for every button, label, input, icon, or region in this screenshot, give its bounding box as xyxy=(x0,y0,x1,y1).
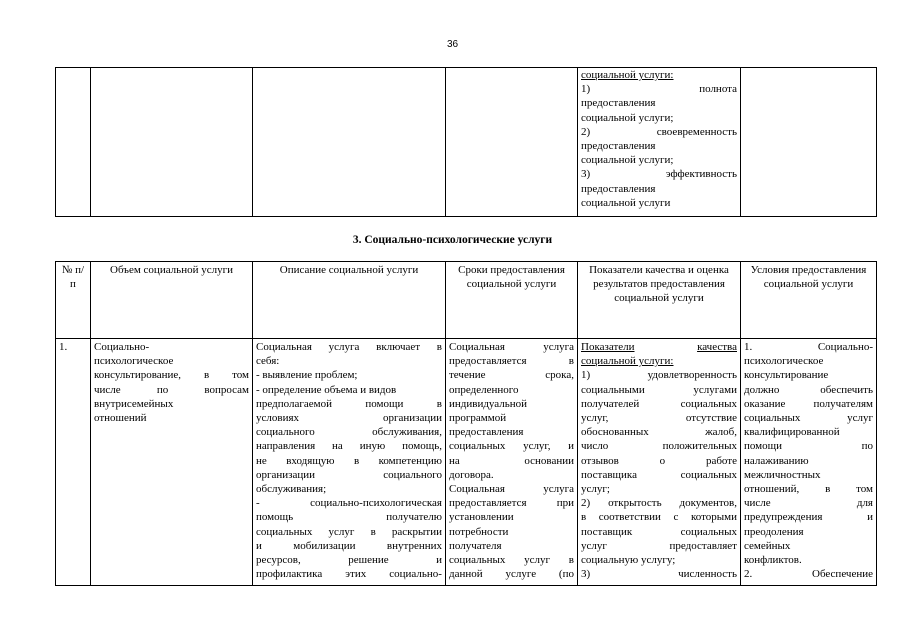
cell-line: предоставления xyxy=(449,426,524,439)
word: удовлетворенность xyxy=(647,369,737,382)
word: услугами xyxy=(693,383,737,396)
cell-line xyxy=(581,539,737,553)
word: в xyxy=(353,454,360,467)
cell-line xyxy=(256,567,442,581)
cell-line: установлении xyxy=(449,511,514,524)
cell-line xyxy=(581,411,737,425)
cell-line: - определение объема и видов xyxy=(256,383,397,396)
word: 3) xyxy=(581,168,591,181)
cell-line xyxy=(581,383,737,397)
cell-line: психологическое xyxy=(94,355,174,368)
word: которыми xyxy=(690,511,737,524)
word: 2) xyxy=(581,497,591,510)
cell-line: психологическое xyxy=(744,355,824,368)
cell-line: преодоления xyxy=(744,525,804,538)
cont-cell-description xyxy=(253,68,446,217)
word: 3) xyxy=(581,568,591,581)
cell-line: договора. xyxy=(449,468,494,481)
word: мобилизации xyxy=(293,539,356,552)
word: соответствии xyxy=(598,511,661,524)
word: качества xyxy=(697,341,737,353)
word: консультирование, xyxy=(94,369,182,382)
header-terms: Сроки предоставления социальной услуги xyxy=(446,262,578,339)
cell-line xyxy=(256,468,442,482)
word: работе xyxy=(705,454,737,467)
word: предоставляет xyxy=(669,539,737,552)
cell-line xyxy=(449,439,574,453)
cell-line xyxy=(744,510,873,524)
word: при xyxy=(556,497,574,510)
word: внутренних xyxy=(386,539,442,552)
word: предупреждения xyxy=(744,511,823,524)
word: социальных xyxy=(744,412,801,425)
word: - xyxy=(256,497,260,510)
word: условиях xyxy=(256,412,300,425)
cell-line xyxy=(744,411,873,425)
word: решение xyxy=(348,554,389,567)
word: в xyxy=(581,511,587,524)
word: социально- xyxy=(389,568,442,581)
cell-line xyxy=(256,439,442,453)
word: положительных xyxy=(662,440,737,453)
word: услуга xyxy=(328,341,360,353)
cell-line: предоставления xyxy=(581,182,656,195)
word: этих xyxy=(345,568,367,581)
word: и xyxy=(568,440,574,453)
word: услуге xyxy=(505,568,537,581)
cell-line xyxy=(744,383,873,397)
cell-line xyxy=(581,567,737,581)
word: (по xyxy=(558,568,574,581)
word: данной xyxy=(449,568,483,581)
word: организации xyxy=(382,412,442,425)
word: по xyxy=(156,383,169,396)
word: организации xyxy=(256,468,316,481)
word: отсутствие xyxy=(685,412,737,425)
cell-line xyxy=(449,454,574,468)
word: предоставляется xyxy=(449,355,527,368)
cell-line: предоставления xyxy=(581,97,656,110)
cell-line xyxy=(581,439,737,453)
cell-line xyxy=(94,383,249,397)
word: Социальная xyxy=(449,341,505,353)
word: социального xyxy=(256,426,315,439)
word: предоставляется xyxy=(449,497,527,510)
word: не xyxy=(256,454,267,467)
word: социального xyxy=(383,468,442,481)
word: 1) xyxy=(581,369,591,382)
cell-line: социальной услуги xyxy=(581,196,671,209)
word: с xyxy=(673,511,679,524)
cell-line: социальной услуги: xyxy=(581,69,674,81)
cell-line xyxy=(449,496,574,510)
cell-line xyxy=(744,496,873,510)
cell-line xyxy=(256,454,442,468)
cell-line xyxy=(581,125,737,139)
word: оказание xyxy=(744,397,786,410)
word: социально-психологическая xyxy=(310,497,442,510)
cell-line: внутрисемейных xyxy=(94,397,174,410)
cell-line xyxy=(581,397,737,411)
word: на xyxy=(449,454,460,467)
word: и xyxy=(256,539,262,552)
word: Социальная xyxy=(449,483,505,496)
word: обслуживания, xyxy=(372,426,442,439)
word: социальных xyxy=(680,525,737,538)
word: числе xyxy=(744,497,771,510)
word: для xyxy=(856,497,873,510)
cell-line: социальной услуги: xyxy=(581,355,674,368)
cell-line xyxy=(581,496,737,510)
word: обеспечить xyxy=(820,383,873,396)
cell-line: социальной услуги; xyxy=(581,111,674,124)
cell-line xyxy=(744,567,873,581)
cell-line xyxy=(256,340,442,354)
word: предполагаемой xyxy=(256,397,332,410)
cell-line xyxy=(449,553,574,567)
cell-line xyxy=(581,454,737,468)
cell-line: социальной услуги; xyxy=(581,154,674,167)
cell-line: программой xyxy=(449,412,507,425)
word: социальных xyxy=(449,440,506,453)
word: социальными xyxy=(581,383,645,396)
word: социальных xyxy=(680,397,737,410)
word: 1. xyxy=(744,341,753,353)
word: и xyxy=(867,511,873,524)
section-title: 3. Социально-психологические услуги xyxy=(352,234,553,246)
word: услуга xyxy=(543,483,574,496)
cell-line xyxy=(94,368,249,382)
header-volume: Объем социальной услуги xyxy=(91,262,253,339)
word: Показатели xyxy=(581,341,635,353)
cell-line xyxy=(744,397,873,411)
table-row xyxy=(56,339,877,586)
word: в xyxy=(436,341,442,353)
cell-line: обслуживания; xyxy=(256,483,327,496)
word: получателям xyxy=(813,397,873,410)
word: услуг xyxy=(328,525,355,538)
word: в xyxy=(568,554,574,567)
word: в xyxy=(436,397,442,410)
word: и xyxy=(436,554,442,567)
cell-line xyxy=(581,167,737,181)
word: услуга xyxy=(543,341,574,353)
cell-line: - выявление проблем; xyxy=(256,369,358,382)
cell-line: квалифицированной xyxy=(744,426,840,439)
cont-cell-terms xyxy=(446,68,578,217)
cell-line xyxy=(256,425,442,439)
page-number: 36 xyxy=(446,39,459,50)
header-quality: Показатели качества и оценка результатов предоставления социальной услуги xyxy=(578,262,741,339)
word: 2. xyxy=(744,568,753,581)
cell-line xyxy=(449,567,574,581)
word: срока, xyxy=(545,369,574,382)
cell-line xyxy=(581,525,737,539)
word: в xyxy=(825,483,831,496)
cell-line: социальную услугу; xyxy=(581,554,676,567)
word: должно xyxy=(744,383,780,396)
cell-line xyxy=(449,340,574,354)
row1-conditions xyxy=(741,339,877,586)
word: поставщик xyxy=(581,525,633,538)
continuation-table xyxy=(55,67,877,217)
word: основании xyxy=(524,454,574,467)
cont-cell-conditions xyxy=(741,68,877,217)
word: эффективность xyxy=(665,168,737,181)
row1-description xyxy=(253,339,446,586)
word: отношений, xyxy=(744,483,800,496)
word: раскрытии xyxy=(391,525,442,538)
word: помощи xyxy=(744,440,782,453)
word: услуг xyxy=(524,554,551,567)
word: течение xyxy=(449,369,486,382)
cell-line xyxy=(256,553,442,567)
cell-line xyxy=(449,368,574,382)
cell-line xyxy=(256,525,442,539)
cell-line xyxy=(256,496,442,510)
word: том xyxy=(232,369,249,382)
word: Социальная xyxy=(256,341,312,353)
cell-line xyxy=(744,439,873,453)
word: обоснованных xyxy=(581,426,649,439)
row1-terms xyxy=(446,339,578,586)
cont-cell-volume xyxy=(91,68,253,217)
word: численность xyxy=(678,568,737,581)
cell-line: налаживанию xyxy=(744,454,809,467)
cell-line xyxy=(449,354,574,368)
cell-line xyxy=(581,340,737,354)
cell-line xyxy=(256,539,442,553)
cell-line: определенного xyxy=(449,383,519,396)
word: поставщика xyxy=(581,468,637,481)
word: компетенцию xyxy=(378,454,442,467)
word: социальных xyxy=(680,468,737,481)
cell-line xyxy=(581,368,737,382)
services-table xyxy=(55,261,877,586)
word: ресурсов, xyxy=(256,554,301,567)
cell-line xyxy=(581,510,737,524)
cell-line: услуг; xyxy=(581,483,610,496)
word: услуг, xyxy=(523,440,551,453)
cell-line: получателя xyxy=(449,539,502,552)
cell-line: Социально- xyxy=(94,341,150,353)
cell-line: себя: xyxy=(256,355,280,368)
word: в xyxy=(568,355,574,368)
cell-line: индивидуальной xyxy=(449,397,528,410)
word: услуг, xyxy=(581,412,609,425)
cell-line: семейных xyxy=(744,539,791,552)
word: направления xyxy=(256,440,316,453)
word: социальных xyxy=(449,554,506,567)
cell-line xyxy=(744,482,873,496)
word: 2) xyxy=(581,125,591,138)
word: получателю xyxy=(386,511,442,524)
word: о xyxy=(659,454,666,467)
cell-line xyxy=(581,82,737,96)
row1-quality xyxy=(578,339,741,586)
table-row xyxy=(56,68,877,217)
word: Обеспечение xyxy=(812,568,873,581)
cell-line xyxy=(581,425,737,439)
word: включает xyxy=(376,341,421,353)
cont-cell-num xyxy=(56,68,91,217)
word: жалоб, xyxy=(705,426,737,439)
cell-line: консультирование xyxy=(744,369,829,382)
word: число xyxy=(581,440,609,453)
word: в xyxy=(370,525,376,538)
word: социальных xyxy=(256,525,313,538)
word: по xyxy=(861,440,873,453)
word: Социально- xyxy=(817,341,873,353)
cont-cell-quality xyxy=(578,68,741,217)
word: вопросам xyxy=(204,383,249,396)
word: документов, xyxy=(679,497,737,510)
cell-line xyxy=(256,411,442,425)
row1-num: 1. xyxy=(56,339,91,586)
word: помощь xyxy=(256,511,294,524)
word: на xyxy=(332,440,343,453)
word: отзывов xyxy=(581,454,619,467)
cell-line xyxy=(256,510,442,524)
cell-line: предоставления xyxy=(581,140,656,153)
cell-line xyxy=(581,468,737,482)
word: том xyxy=(856,483,873,496)
cell-line: межличностных xyxy=(744,468,821,481)
cell-line xyxy=(744,340,873,354)
word: помощь, xyxy=(402,440,442,453)
row1-volume xyxy=(91,339,253,586)
word: 1) xyxy=(581,83,591,96)
word: полнота xyxy=(699,83,737,96)
cell-line xyxy=(256,397,442,411)
word: получателей xyxy=(581,397,640,410)
cell-line: отношений xyxy=(94,412,147,425)
cell-line: потребности xyxy=(449,525,509,538)
header-conditions: Условия предоставления социальной услуги xyxy=(741,262,877,339)
word: профилактика xyxy=(256,568,323,581)
cell-line xyxy=(449,482,574,496)
word: услуг xyxy=(581,539,607,552)
word: иную xyxy=(359,440,386,453)
header-num: № п/п xyxy=(56,262,91,339)
cell-line: конфликтов. xyxy=(744,554,802,567)
table-header-row xyxy=(56,262,877,339)
word: числе xyxy=(94,383,121,396)
header-description: Описание социальной услуги xyxy=(253,262,446,339)
word: своевременность xyxy=(656,125,737,138)
word: открытость xyxy=(608,497,662,510)
word: услуг xyxy=(847,412,873,425)
word: входящую xyxy=(286,454,335,467)
word: помощи xyxy=(365,397,404,410)
word: в xyxy=(203,369,210,382)
